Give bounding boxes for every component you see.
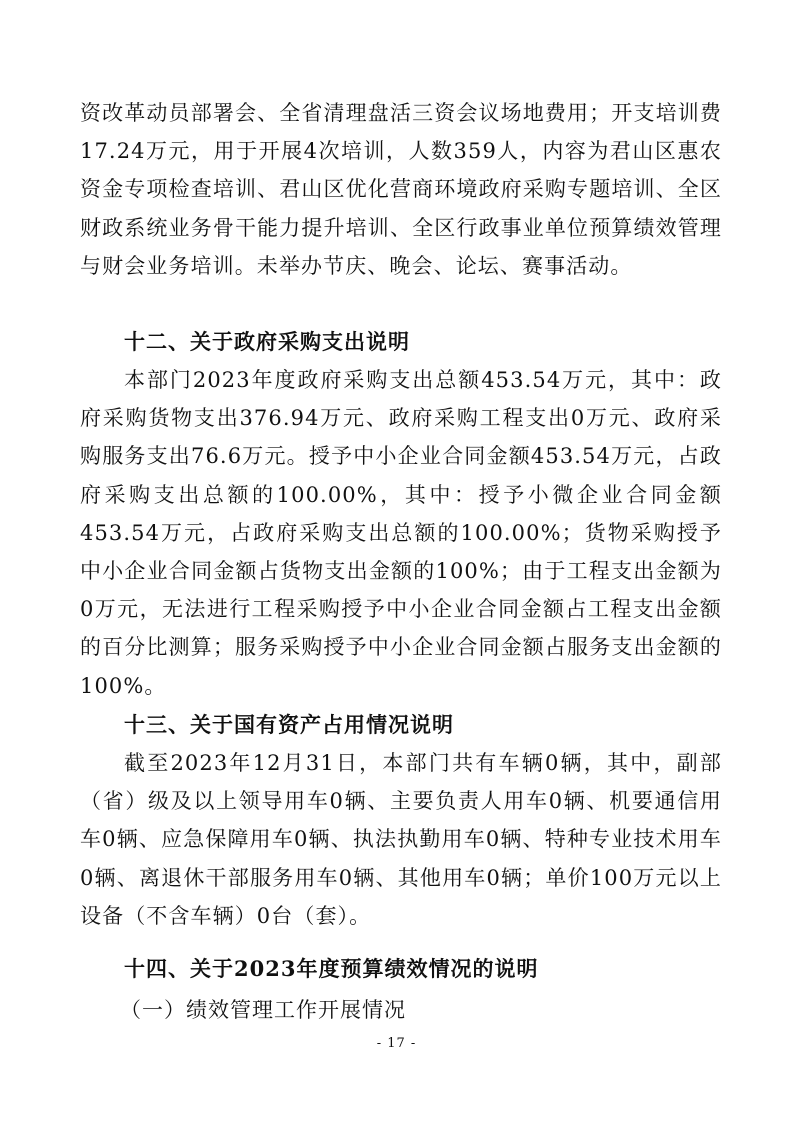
- page-number: - 17 -: [376, 1036, 417, 1051]
- section-14-heading: 十四、关于2023年度预算绩效情况的说明: [124, 956, 539, 981]
- section-14-subheading-1: （一）绩效管理工作开展情况: [120, 998, 406, 1022]
- section-12-body: 本部门2023年度政府采购支出总额453.54万元，其中：政府采购货物支出376.94万元、政府采购工程支出0万元、政府采购服务支出76.6万元。授予中小企业合同金额453.54万元，占政府采购支出总额的100.00%，其中：授予小微企业合同金额453.54万元，占政府采购支出总额的100.00%；货物采购授予中小企业合同金额占货物支出金额的100%；由于工程支出金额为0万元，无法进行工程采购授予中小企业合同金额占工程支出金额的百分比测算；服务采购授予中小企业合同金额占服务支出金额的100%。: [80, 368, 722, 698]
- paragraph-training-expenses: 资改革动员部署会、全省清理盘活三资会议场地费用；开支培训费17.24万元，用于开展4次培训，人数359人，内容为君山区惠农资金专项检查培训、君山区优化营商环境政府采购专题培训、全区财政系统业务骨干能力提升培训、全区行政事业单位预算绩效管理与财会业务培训。未举办节庆、晚会、论坛、赛事活动。: [80, 101, 722, 278]
- section-12-heading: 十二、关于政府采购支出说明: [124, 329, 410, 354]
- section-13-heading: 十三、关于国有资产占用情况说明: [124, 712, 454, 737]
- section-13-body: 截至2023年12月31日，本部门共有车辆0辆，其中，副部（省）级及以上领导用车0辆、主要负责人用车0辆、机要通信用车0辆、应急保障用车0辆、执法执勤用车0辆、特种专业技术用车0辆、离退休干部服务用车0辆、其他用车0辆；单价100万元以上设备（不含车辆）0台（套）。: [80, 751, 722, 928]
